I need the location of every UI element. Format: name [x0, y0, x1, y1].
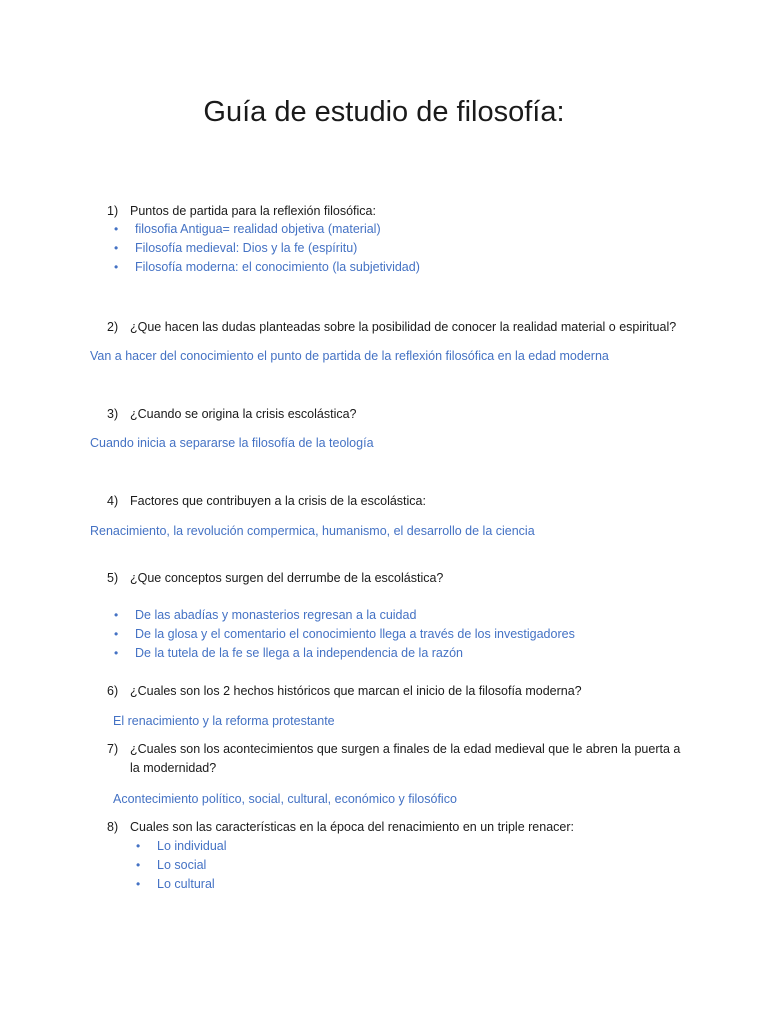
question-number: 8)	[107, 820, 119, 834]
list-item-text: Lo cultural	[157, 877, 215, 892]
question-1	[107, 202, 707, 221]
list-item-text: Filosofía medieval: Dios y la fe (espíritu)	[135, 241, 358, 256]
question-text: ¿Cuales son los acontecimientos que surgen a finales de la edad medieval que le abren la puerta a la modernidad?	[130, 742, 681, 775]
list-item	[136, 875, 227, 894]
bullet-icon: •	[114, 260, 119, 275]
list-item-text: De la glosa y el comentario el conocimiento llega a través de los investigadores	[135, 627, 575, 642]
question-text: ¿Que conceptos surgen del derrumbe de la escolástica?	[130, 571, 444, 585]
question-4	[107, 492, 707, 511]
bullet-icon: •	[114, 627, 119, 642]
list-item	[136, 837, 227, 856]
list-item-text: Lo individual	[157, 839, 227, 853]
page-title: Guía de estudio de filosofía:	[203, 96, 565, 128]
answer-7: Acontecimiento político, social, cultural, económico y filosófico	[113, 792, 457, 806]
question-text: ¿Que hacen las dudas planteadas sobre la posibilidad de conocer la realidad material o espiritual?	[130, 320, 677, 334]
answer-6: El renacimiento y la reforma protestante	[113, 714, 335, 728]
question-text: Factores que contribuyen a la crisis de la escolástica:	[130, 494, 426, 508]
question-number: 5)	[107, 571, 119, 585]
list-item-text: De las abadías y monasterios regresan a la cuidad	[135, 608, 417, 622]
question-1-bullet-list	[114, 220, 420, 278]
list-item-text: filosofia Antigua= realidad objetiva (material)	[135, 222, 381, 236]
question-7	[107, 740, 692, 778]
list-item	[114, 220, 420, 239]
question-number: 6)	[107, 684, 119, 698]
answer-3: Cuando inicia a separarse la filosofía de la teología	[90, 436, 374, 450]
question-5	[107, 569, 707, 588]
bullet-icon: •	[136, 839, 141, 853]
list-item-text: Lo social	[157, 858, 207, 873]
answer-4: Renacimiento, la revolución compermica, humanismo, el desarrollo de la ciencia	[90, 524, 535, 538]
list-item	[114, 644, 575, 663]
question-3	[107, 405, 707, 424]
question-8-bullet-list	[136, 837, 227, 895]
bullet-icon: •	[114, 222, 119, 236]
bullet-icon: •	[114, 608, 119, 622]
question-text: ¿Cuales son los 2 hechos históricos que marcan el inicio de la filosofía moderna?	[130, 684, 582, 698]
question-number: 1)	[107, 204, 119, 218]
question-number: 2)	[107, 320, 119, 334]
list-item	[114, 625, 575, 644]
list-item	[114, 606, 575, 625]
bullet-icon: •	[136, 858, 141, 873]
bullet-icon: •	[136, 877, 141, 892]
answer-2: Van a hacer del conocimiento el punto de partida de la reflexión filosófica en la edad moderna	[90, 349, 609, 363]
list-item-text: De la tutela de la fe se llega a la independencia de la razón	[135, 646, 464, 661]
question-5-bullet-list	[114, 606, 575, 664]
question-text: Cuales son las características en la época del renacimiento en un triple renacer:	[130, 820, 574, 834]
list-item-text: Filosofía moderna: el conocimiento (la subjetividad)	[135, 260, 420, 275]
question-2	[107, 318, 727, 337]
list-item	[114, 239, 420, 258]
question-text: Puntos de partida para la reflexión filosófica:	[130, 204, 376, 218]
bullet-icon: •	[114, 646, 119, 661]
question-6	[107, 682, 707, 701]
question-number: 4)	[107, 494, 119, 508]
list-item	[136, 856, 227, 875]
question-number: 7)	[107, 742, 119, 756]
bullet-icon: •	[114, 241, 119, 256]
question-text: ¿Cuando se origina la crisis escolástica?	[130, 407, 357, 421]
list-item	[114, 258, 420, 277]
question-8	[107, 818, 707, 837]
question-number: 3)	[107, 407, 119, 421]
